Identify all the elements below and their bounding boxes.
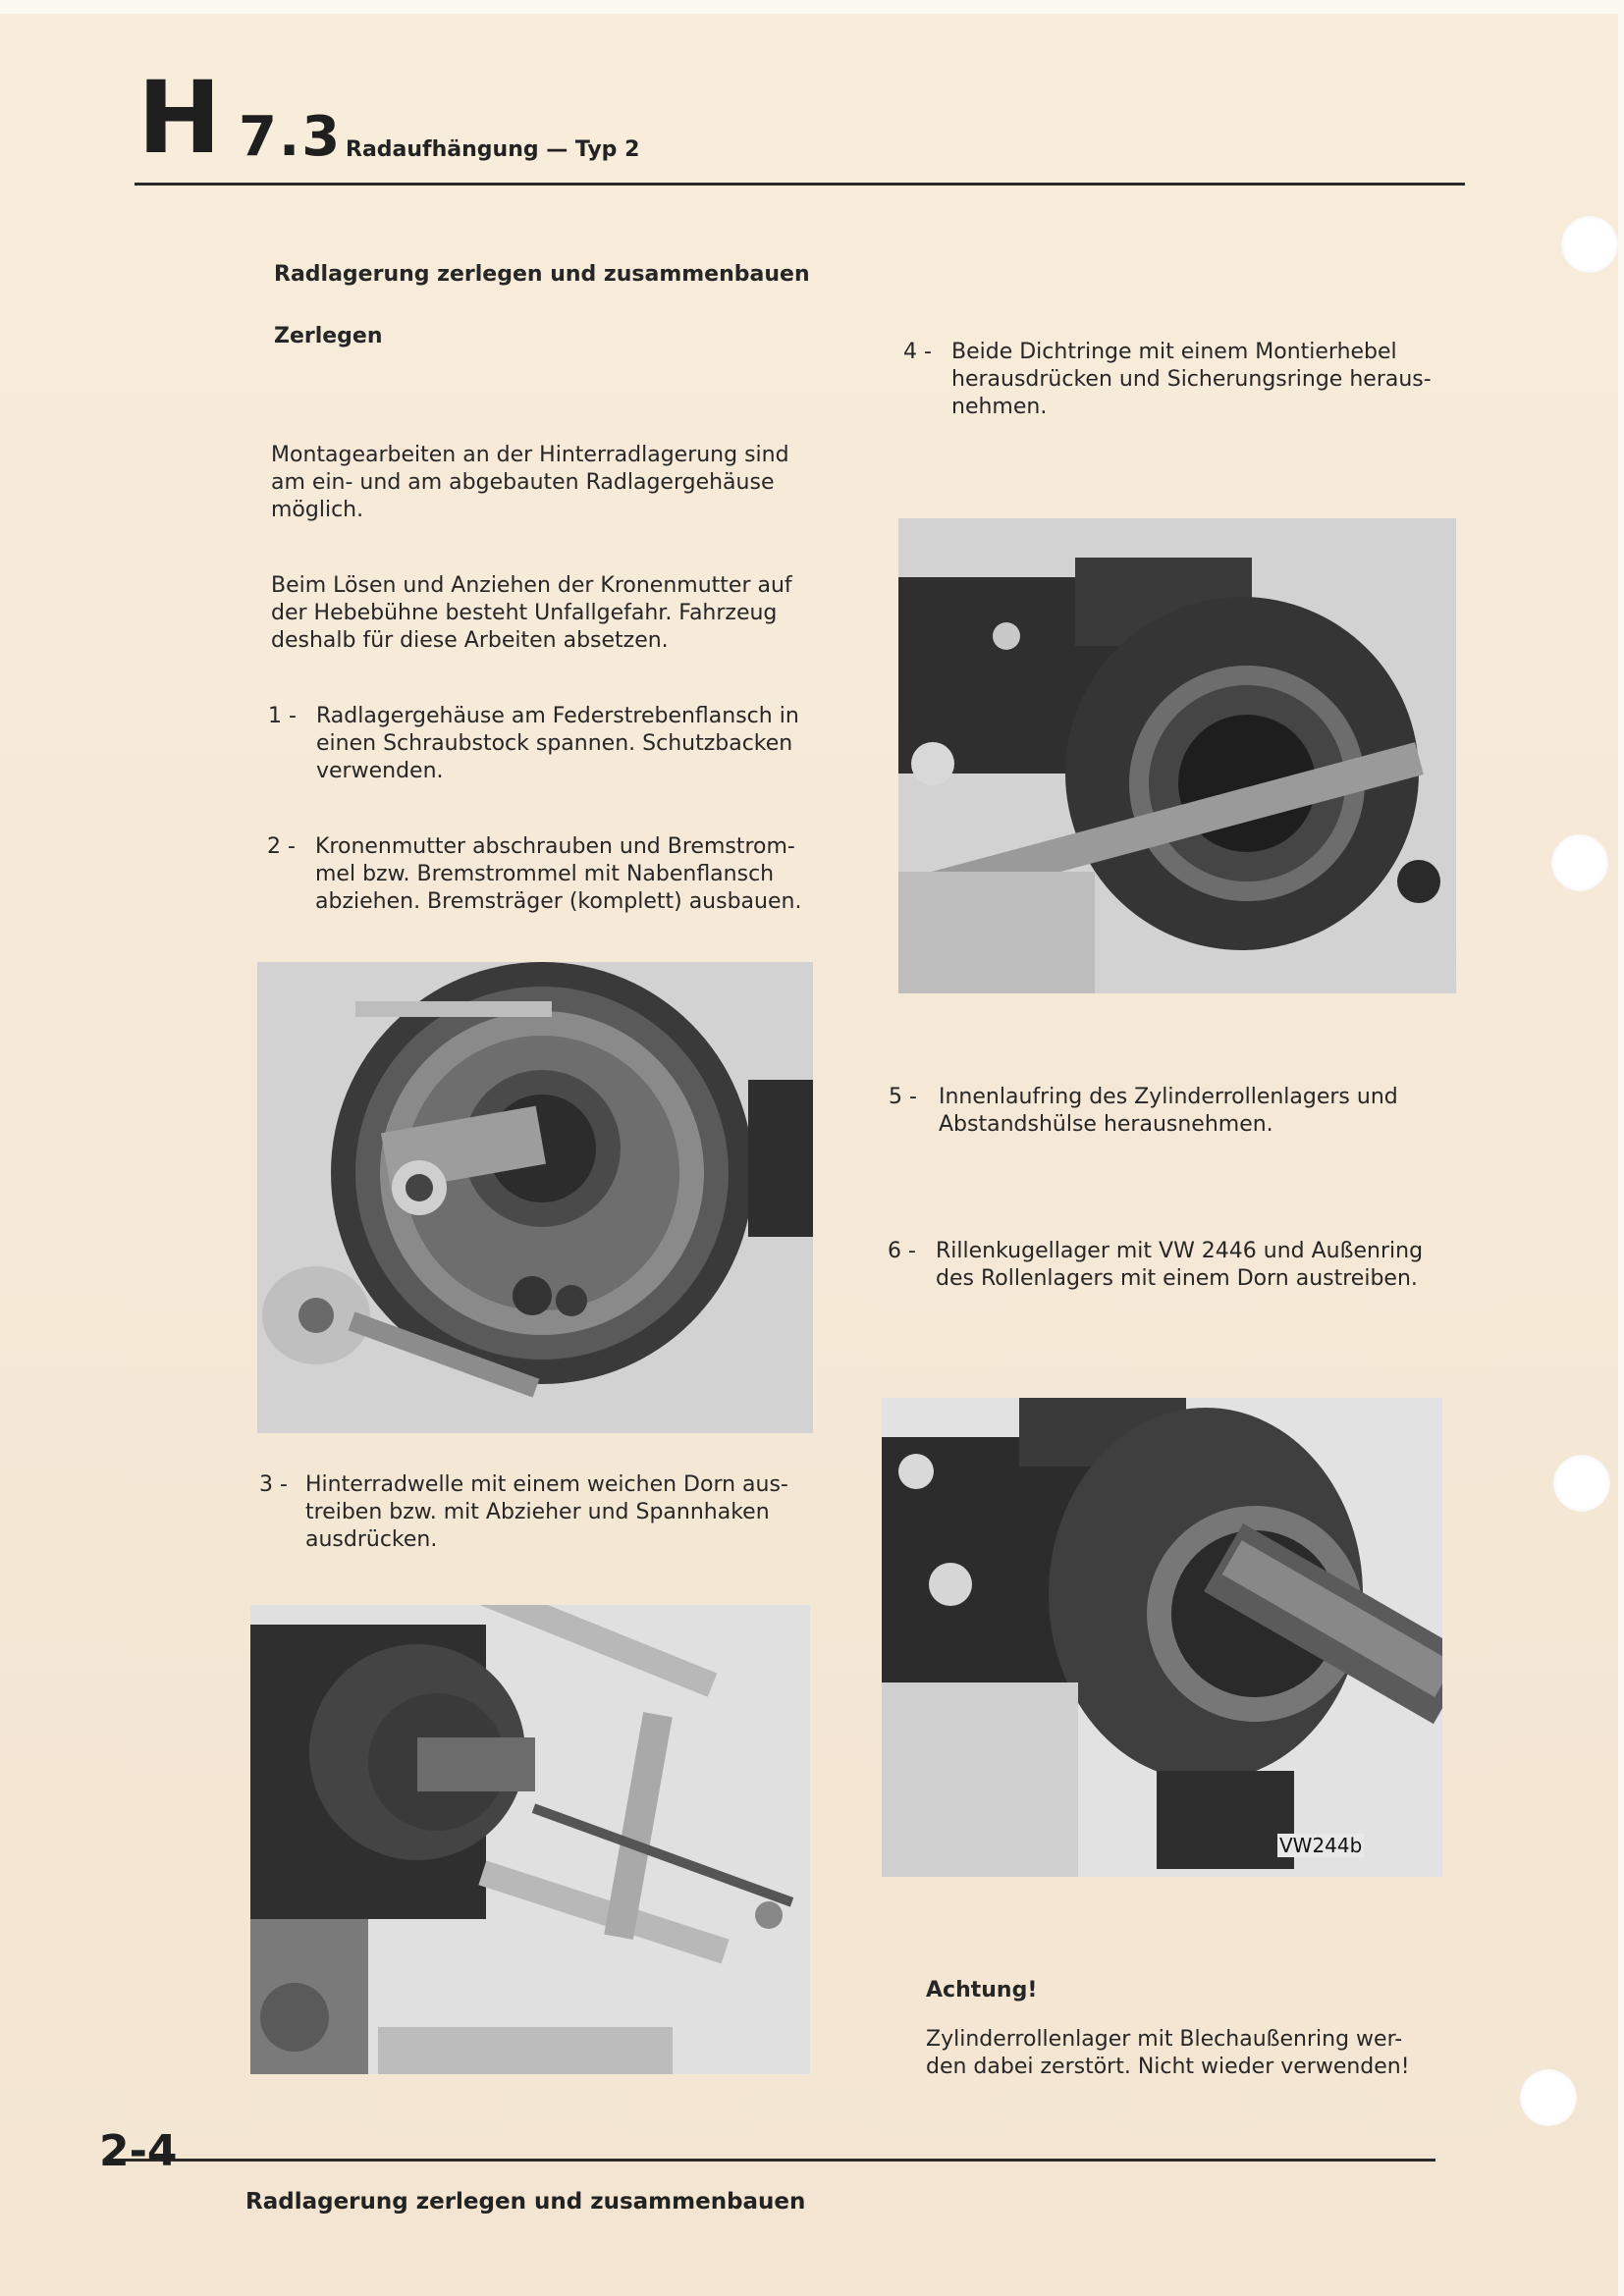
section-letter: H: [137, 60, 220, 177]
footer-title: Radlagerung zerlegen und zusammenbauen: [245, 2189, 806, 2215]
section-title: Radaufhängung — Typ 2: [346, 137, 640, 162]
scan-edge-top: [0, 0, 1624, 14]
punch-hole: [1551, 834, 1608, 891]
subheading-zerlegen: Zerlegen: [274, 324, 383, 348]
step-line: treiben bzw. mit Abzieher und Spannhaken: [305, 1500, 770, 1524]
step-number: 3 -: [259, 1472, 288, 1497]
caution-line: Zylinderrollenlager mit Blechaußenring wer-: [926, 2027, 1403, 2052]
step-number: 2 -: [267, 834, 296, 859]
caution-title: Achtung!: [926, 1978, 1038, 2002]
step-line: Rillenkugellager mit VW 2446 und Außenring: [936, 1239, 1424, 1263]
intro-line: Montagearbeiten an der Hinterradlagerung sind: [271, 443, 789, 467]
step-number: 4 -: [903, 340, 932, 364]
photo-wheel-shaft-puller: [250, 1605, 810, 2074]
header-rule: [135, 183, 1465, 186]
step-line: einen Schraubstock spannen. Schutzbacken: [316, 731, 793, 756]
photo-brake-drum: [257, 962, 813, 1433]
step-line: Kronenmutter abschrauben und Bremstrom-: [315, 834, 795, 859]
step-line: verwenden.: [316, 759, 444, 783]
punch-hole: [1520, 2069, 1577, 2126]
warning-line: Beim Lösen und Anziehen der Kronenmutter auf: [271, 573, 792, 598]
step-number: 5 -: [889, 1085, 917, 1109]
punch-hole: [1561, 216, 1618, 273]
step-line: abziehen. Bremsträger (komplett) ausbauen.: [315, 889, 802, 914]
step-line: des Rollenlagers mit einem Dorn austreiben.: [936, 1266, 1418, 1291]
step-line: Innenlaufring des Zylinderrollenlagers und: [939, 1085, 1398, 1109]
step-line: Abstandshülse herausnehmen.: [939, 1112, 1273, 1137]
section-number: 7.3: [239, 105, 343, 169]
step-line: mel bzw. Bremstrommel mit Nabenflansch: [315, 862, 775, 886]
warning-line: deshalb für diese Arbeiten absetzen.: [271, 628, 669, 653]
figure-label: VW244b: [1279, 1834, 1363, 1857]
step-line: nehmen.: [951, 395, 1048, 419]
step-number: 6 -: [888, 1239, 916, 1263]
step-number: 1 -: [268, 704, 297, 728]
photo-bearing-drift: [882, 1398, 1442, 1877]
intro-line: am ein- und am abgebauten Radlagergehäuse: [271, 470, 775, 495]
page-number: 2-4: [99, 2126, 178, 2176]
scan-edge-right: [1618, 0, 1624, 2296]
intro-line: möglich.: [271, 498, 364, 522]
step-line: Beide Dichtringe mit einem Montierhebel: [951, 340, 1397, 364]
photo-seal-removal: [898, 518, 1456, 993]
caution-line: den dabei zerstört. Nicht wieder verwenden!: [926, 2055, 1410, 2079]
page-heading: Radlagerung zerlegen und zusammenbauen: [274, 262, 810, 287]
step-line: Radlagergehäuse am Federstrebenflansch in: [316, 704, 799, 728]
step-line: herausdrücken und Sicherungsringe heraus-: [951, 367, 1432, 392]
step-line: Hinterradwelle mit einem weichen Dorn aus-: [305, 1472, 788, 1497]
punch-hole: [1553, 1455, 1610, 1512]
step-line: ausdrücken.: [305, 1527, 438, 1552]
warning-line: der Hebebühne besteht Unfallgefahr. Fahrzeug: [271, 601, 778, 625]
footer-rule: [106, 2159, 1435, 2162]
